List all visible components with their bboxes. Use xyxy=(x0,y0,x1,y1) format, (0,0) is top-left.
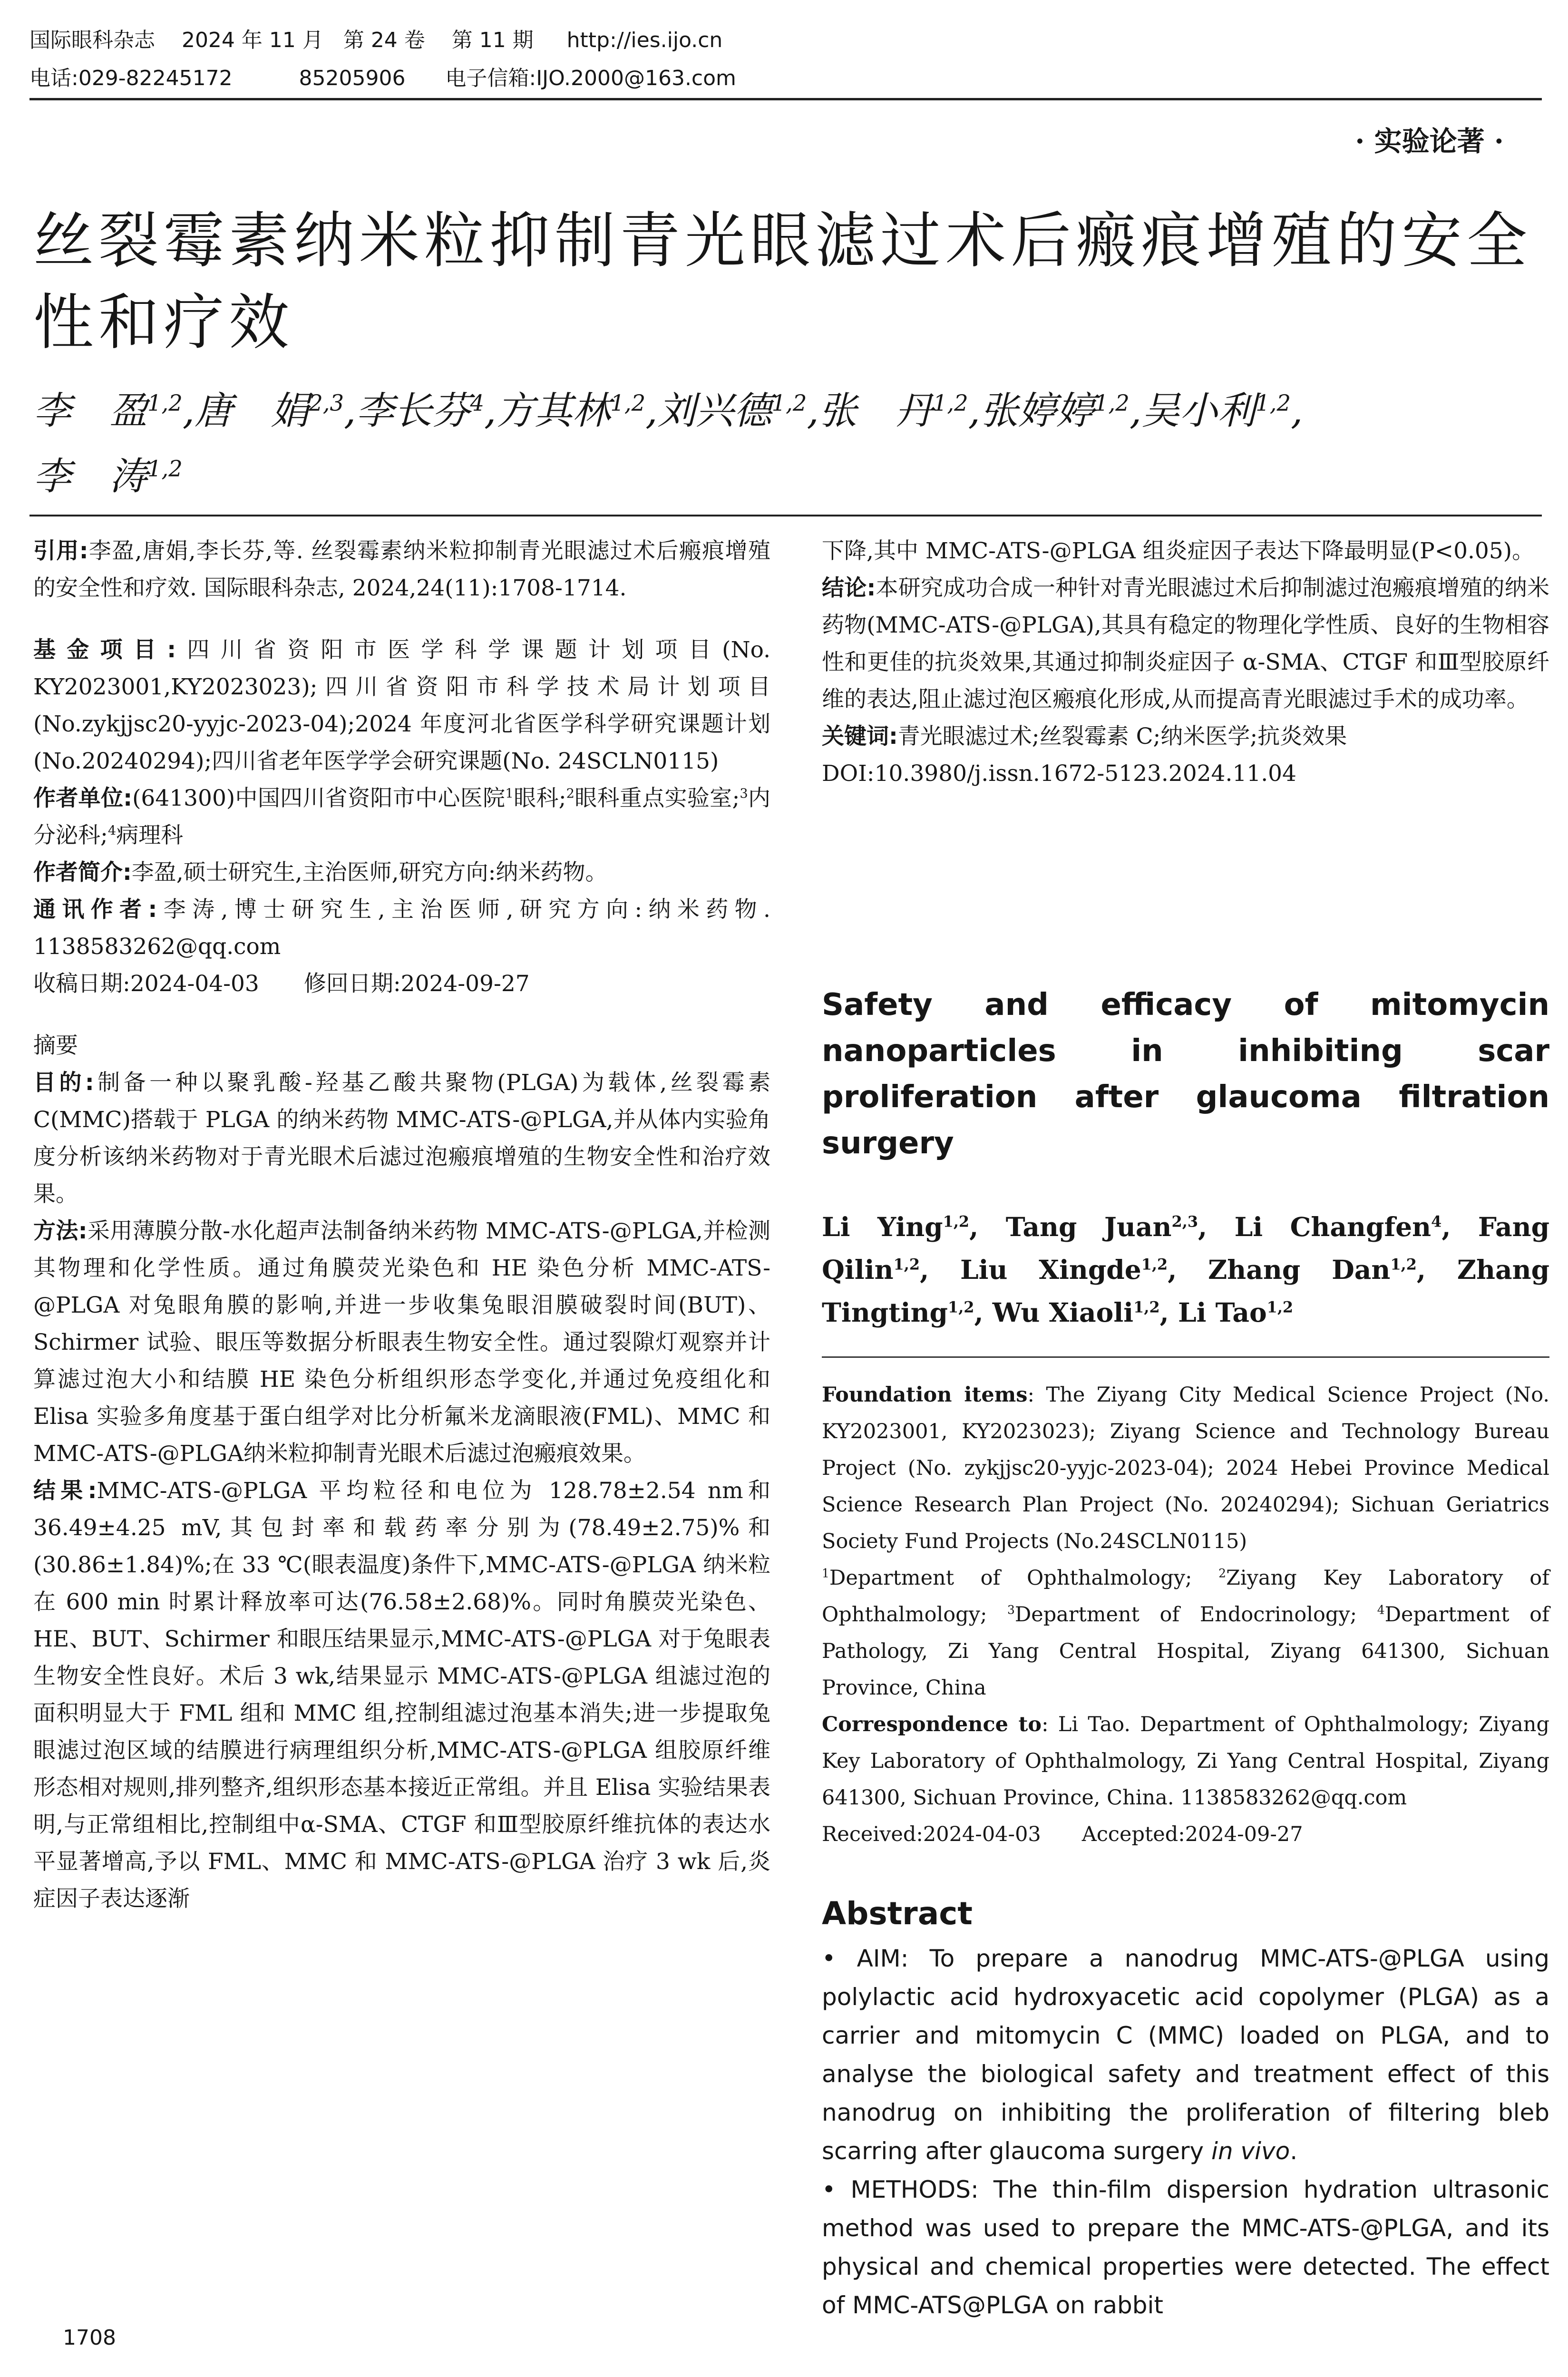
journal-header-line1: 国际眼科杂志 2024 年 11 月 第 24 卷 第 11 期 http://ies.ijo.cn xyxy=(29,28,723,52)
en-authors-rule xyxy=(822,1356,1549,1358)
abstract-heading-cn: 摘要 xyxy=(33,1033,78,1059)
author: 张 丹$^{1,2}$ xyxy=(818,389,968,433)
methods-en: • METHODS: The thin-film dispersion hydration ultrasonic method was used to prepare the MMC-ATS-@PLGA, and its physical and chemical properties were detected. The effect of MMC-ATS@PLGA on rabbit xyxy=(822,2176,1550,2319)
article-title: 丝裂霉素纳米粒抑制青光眼滤过术后瘢痕增殖的安全性和疗效 xyxy=(33,205,1532,358)
citation: 引用:李盈,唐娟,李长芬,等. 丝裂霉素纳米粒抑制青光眼滤过术后瘢痕增殖的安全性和疗效. 国际眼科杂志, 2024,24(11):1708-1714. xyxy=(33,538,770,601)
page-number: 1708 xyxy=(63,2326,116,2350)
aim-cn: 目的:制备一种以聚乳酸-羟基乙酸共聚物(PLGA)为载体,丝裂霉素 C(MMC)搭载于 PLGA 的纳米药物 MMC-ATS-@PLGA,并从体内实验角度分析该纳米药物对于青光眼术后滤过泡瘢痕增殖的生物安全性和治疗效果。 xyxy=(33,1070,770,1207)
conclusion-cn: 结论:本研究成功合成一种针对青光眼滤过术后抑制滤过泡瘢痕增殖的纳米药物(MMC-ATS-@PLGA),其具有稳定的物理化学性质、良好的生物相容性和更佳的抗炎效果,其通过抑制炎症因子 α-SMA、CTGF 和Ⅲ型胶原纤维的表达,阻止滤过泡区瘢痕化形成,从而提高青光眼滤过手术的成功率。 xyxy=(822,575,1550,712)
corresponding-author: 通讯作者:李涛,博士研究生,主治医师,研究方向:纳米药物. 1138583262@qq.com xyxy=(33,896,770,960)
author: 李长芬$^4$ xyxy=(356,389,484,433)
right-column xyxy=(822,533,1549,792)
author-en: Li Ying$^{1,2}$ xyxy=(822,1211,970,1242)
english-front-matter xyxy=(822,1377,1549,1853)
author: 李 涛$^{1,2}$ xyxy=(33,454,183,498)
author-intro: 作者简介:李盈,硕士研究生,主治医师,研究方向:纳米药物。 xyxy=(33,859,608,886)
author-en: Liu Xingde$^{1,2}$ xyxy=(960,1254,1168,1285)
doi: DOI:10.3980/j.issn.1672-5123.2024.11.04 xyxy=(822,760,1296,787)
results-cn: 结果:MMC-ATS-@PLGA 平均粒径和电位为 128.78±2.54 nm和 36.49±4.25 mV,其包封率和载药率分别为(78.49±2.75)%和(30.86±1.84)%;在 33 ℃(眼表温度)条件下,MMC-ATS-@PLGA 纳米粒在 600 min 时累计释放率可达(76.58±2.68)%。同时角膜荧光染色、HE、BUT、Schirmer 和眼压结果显示,MMC-ATS-@PLGA 对于兔眼表生物安全性良好。术后 3 wk,结果显示 MMC-ATS-@PLGA 组滤过泡的面积明显大于 FML 组和 MMC 组,控制组滤过泡基本消失;进一步提取兔眼滤过泡区域的结膜进行病理组织分析,MMC-ATS-@PLGA 组胶原纤维形态相对规则,排列整齐,组织形态基本接近正常组。并且 Elisa 实验结果表明,与正常组相比,控制组中α-SMA、CTGF 和Ⅲ型胶原纤维抗体的表达水平显著增高,予以 FML、MMC 和 MMC-ATS-@PLGA 治疗 3 wk 后,炎症因子表达逐渐 xyxy=(33,1478,770,1912)
author-en: Fang Qilin$^{1,2}$ xyxy=(822,1211,1550,1285)
journal-header-line2: 电话:029-82245172 85205906 电子信箱:IJO.2000@163.com xyxy=(29,66,736,90)
author: 唐 娟$^{2,3}$ xyxy=(195,389,344,433)
author-en: Tang Juan$^{2,3}$ xyxy=(1005,1211,1198,1242)
results-cn-continued: 下降,其中 MMC-ATS-@PLGA 组炎症因子表达下降最明显(P<0.05)。 xyxy=(822,538,1535,564)
author-en: Li Changfen$^4$ xyxy=(1234,1211,1442,1242)
section-label: · 实验论著 · xyxy=(1355,125,1504,157)
english-title: Safety and efficacy of mitomycin nanoparticles in inhibiting scar proliferation after glaucoma filtration surgery xyxy=(822,987,1549,1161)
author-en: Zhang Dan$^{1,2}$ xyxy=(1208,1254,1417,1285)
abstract-heading-en: Abstract xyxy=(822,1895,973,1932)
author-list-cn: 李 盈$^{1,2}$,唐 娟$^{2,3}$,李长芬$^4$,方其林$^{1,2}$,刘兴德$^{1,2}$,张 丹$^{1,2}$,张婷婷$^{1,2}$,吴小利$^{1,2}$, 李 涛$^{1,2}$ xyxy=(33,389,1303,498)
author-en: Wu Xiaoli$^{1,2}$ xyxy=(992,1297,1160,1328)
left-column xyxy=(33,533,770,1918)
aim-en: • AIM: To prepare a nanodrug MMC-ATS-@PLGA using polylactic acid hydroxyacetic acid copolymer (PLGA) as a carrier and mitomycin C (MMC) loaded on PLGA, and to analyse the biological safety and treatment effect of this nanodrug on inhibiting the proliferation of filtering bleb scarring after glaucoma surgery in vivo. xyxy=(822,1945,1549,2165)
keywords-cn: 关键词:青光眼滤过术;丝裂霉素 C;纳米医学;抗炎效果 xyxy=(822,723,1347,750)
author: 刘兴德$^{1,2}$ xyxy=(657,389,807,433)
author-list-en: Li Ying$^{1,2}$, Tang Juan$^{2,3}$, Li Changfen$^4$, Fang Qilin$^{1,2}$, Liu Xingde$^{1,2}$, Zhang Dan$^{1,2}$, Zhang Tingting$^{1,2}$, Wu Xiaoli$^{1,2}$, Li Tao$^{1,2}$ xyxy=(822,1211,1550,1328)
author-en: Zhang Tingting$^{1,2}$ xyxy=(822,1254,1550,1328)
header-rule xyxy=(29,98,1542,100)
abstract-en xyxy=(822,1939,1549,2325)
author: 李 盈$^{1,2}$ xyxy=(33,389,183,433)
authors-rule xyxy=(29,515,1542,516)
author: 吴小利$^{1,2}$ xyxy=(1141,389,1291,433)
correspondence-en: Correspondence to: Li Tao. Department of Ophthalmology; Ziyang Key Laboratory of Ophthalmology, Zi Yang Central Hospital, Ziyang 641300, Sichuan Province, China. 1138583262@qq.com xyxy=(822,1713,1550,1810)
author: 张婷婷$^{1,2}$ xyxy=(980,389,1130,433)
dates: 收稿日期:2024-04-03 修回日期:2024-09-27 xyxy=(33,971,530,997)
affiliations-en: $^1$Department of Ophthalmology; $^2$Ziyang Key Laboratory of Ophthalmology; $^3$Department of Endocrinology; $^4$Department of Pathology, Zi Yang Central Hospital, Ziyang 641300, Sichuan Province, China xyxy=(822,1566,1549,1700)
foundation-items: Foundation items: The Ziyang City Medical Science Project (No. KY2023001, KY2023023); Ziyang Science and Technology Bureau Project (No. zykjjsc20-yyjc-2023-04); 2024 Hebei Province Medical Science Research Plan Project (No. 20240294); Sichuan Geriatrics Society Fund Projects (No.24SCLN0115) xyxy=(822,1383,1550,1553)
author-en: Li Tao$^{1,2}$ xyxy=(1178,1297,1294,1328)
affiliation: 作者单位:(641300)中国四川省资阳市中心医院$^1$眼科;$^2$眼科重点实验室;$^3$内分泌科;$^4$病理科 xyxy=(33,785,771,848)
author: 方其林$^{1,2}$ xyxy=(496,389,646,433)
methods-cn: 方法:采用薄膜分散-水化超声法制备纳米药物 MMC-ATS-@PLGA,并检测其物理和化学性质。通过角膜荧光染色和 HE 染色分析 MMC-ATS-@PLGA 对兔眼角膜的影响,并进一步收集兔眼泪膜破裂时间(BUT)、Schirmer 试验、眼压等数据分析眼表生物安全性。通过裂隙灯观察并计算滤过泡大小和结膜 HE 染色分析组织形态学变化,并通过免疫组化和 Elisa 实验多角度基于蛋白组学对比分析氟米龙滴眼液(FML)、MMC 和 MMC-ATS-@PLGA纳米粒抑制青光眼术后滤过泡瘢痕效果。 xyxy=(33,1218,770,1467)
dates-en: Received:2024-04-03 Accepted:2024-09-27 xyxy=(822,1822,1303,1846)
fund: 基金项目:四川省资阳市医学科学课题计划项目(No. KY2023001,KY2023023);四川省资阳市科学技术局计划项目(No.zykjjsc20-yyjc-2023-04);2024 年度河北省医学科学研究课题计划(No.20240294);四川省老年医学学会研究课题(No. 24SCLN0115) xyxy=(33,637,771,774)
